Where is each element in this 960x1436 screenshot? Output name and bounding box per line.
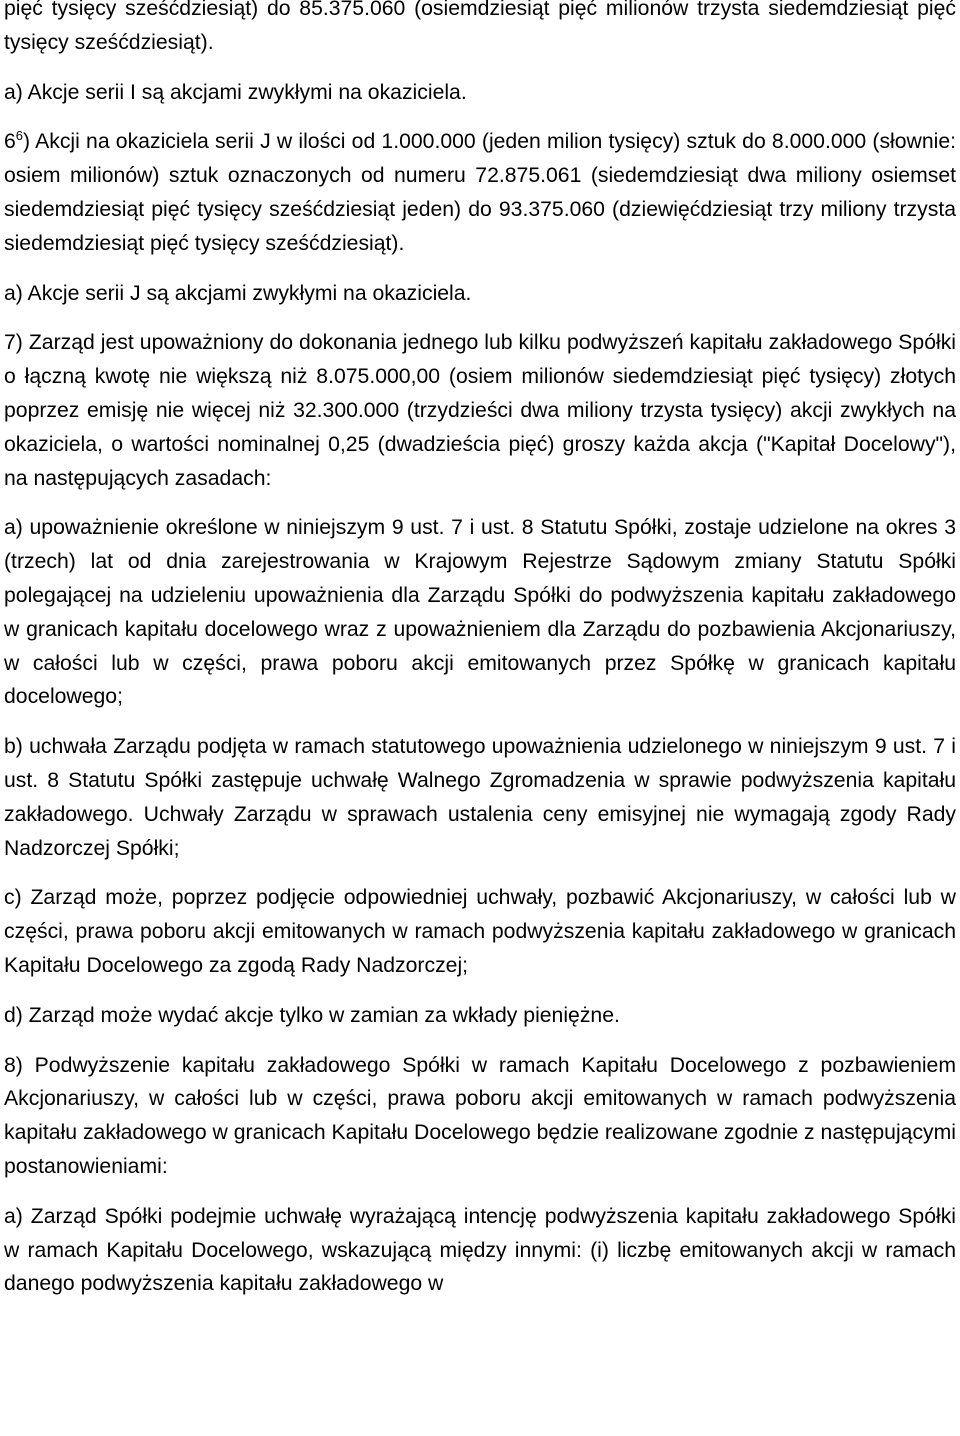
paragraph-item-d — [4, 999, 956, 1033]
paragraph-text: a) upoważnienie określone w niniejszym 9 ust. 7 i ust. 8 Statutu Spółki, zostaje udzielone na okres 3 (trzech) lat od dnia zarejestrowania w Krajowym Rejestrze Sądowym zmiany Statutu Spółki polegającej na udzieleniu upoważnienia dla Zarządu Spółki do podwyższenia kapitału zakładowego w granicach kapitału docelowego wraz z upoważnieniem dla Zarządu do pozbawienia Akcjonariuszy, w całości lub w części, prawa poboru akcji emitowanych przez Spółkę w granicach kapitału docelowego; — [4, 516, 956, 709]
paragraph-text: a) Zarząd Spółki podejmie uchwałę wyrażającą intencję podwyższenia kapitału zakładowego Spółki w ramach Kapitału Docelowego, wskazującą między innymi: (i) liczbę emitowanych akcji w ramach danego podwyższenia kapitału zakładowego w — [4, 1204, 956, 1296]
paragraph-text: 7) Zarząd jest upoważniony do dokonania jednego lub kilku podwyższeń kapitału zakładowego Spółki o łączną kwotę nie większą niż 8.075.000,00 (osiem milionów siedemdziesiąt pięć tysięcy) złotych poprzez emisję nie więcej niż 32.300.000 (trzydzieści dwa miliony trzysta tysięcy) akcji zwykłych na okaziciela, o wartości nominalnej 0,25 (dwadzieścia pięć) groszy każda akcja ("Kapitał Docelowy"), na następujących zasadach: — [4, 331, 956, 490]
paragraph-resolution — [4, 1200, 956, 1301]
paragraph-share-count-i — [4, 0, 956, 60]
item-number: 6 — [4, 130, 16, 154]
paragraph-authorized-capital — [4, 326, 956, 495]
paragraph-text: d) Zarząd może wydać akcje tylko w zamian za wkłady pieniężne. — [4, 1003, 620, 1027]
paragraph-text: c) Zarząd może, poprzez podjęcie odpowiedniej uchwały, pozbawić Akcjonariuszy, w całości lub w części, prawa poboru akcji emitowanych w ramach podwyższenia kapitału zakładowego w granicach Kapitału Docelowego za zgodą Rady Nadzorczej; — [4, 886, 956, 977]
paragraph-capital-increase — [4, 1049, 956, 1184]
paragraph-series-j-shares — [4, 125, 956, 260]
paragraph-series-i-shares — [4, 76, 956, 110]
paragraph-text: pięć tysięcy sześćdziesiąt) do 85.375.060 (osiemdziesiąt pięć milionów trzysta siedemdziesiąt pięć tysięcy sześćdziesiąt). — [4, 0, 956, 54]
footnote-marker: 6 — [15, 128, 24, 144]
paragraph-text: a) Akcje serii I są akcjami zwykłymi na okaziciela. — [4, 80, 467, 104]
document-page — [4, 0, 956, 1317]
paragraph-text: 8) Podwyższenie kapitału zakładowego Spółki w ramach Kapitału Docelowego z pozbawieniem Akcjonariuszy, w całości lub w części, prawa poboru akcji emitowanych w ramach podwyższenia kapitału zakładowego w granicach Kapitału Docelowego będzie realizowane zgodnie z następującymi postanowieniami: — [4, 1053, 956, 1178]
paragraph-item-b — [4, 730, 956, 865]
paragraph-item-a — [4, 511, 956, 714]
paragraph-series-j-type — [4, 277, 956, 311]
paragraph-text: b) uchwała Zarządu podjęta w ramach statutowego upoważnienia udzielonego w niniejszym 9 ust. 7 i ust. 8 Statutu Spółki zastępuje uchwałę Walnego Zgromadzenia w sprawie podwyższenia kapitału zakładowego. Uchwały Zarządu w sprawach ustalenia ceny emisyjnej nie wymagają zgody Rady Nadzorczej Spółki; — [4, 735, 956, 860]
paragraph-text: a) Akcje serii J są akcjami zwykłymi na okaziciela. — [4, 281, 472, 305]
paragraph-text: ) Akcji na okaziciela serii J w ilości od 1.000.000 (jeden milion tysięcy) sztuk do 8.000.000 (słownie: osiem milionów) sztuk oznaczonych od numeru 72.875.061 (siedemdziesiąt dwa miliony osiemset siedemdziesiąt pięć tysięcy sześćdziesiąt jeden) do 93.375.060 (dziewięćdziesiąt trzy miliony trzysta siedemdziesiąt pięć tysięcy sześćdziesiąt). — [4, 130, 956, 255]
paragraph-item-c — [4, 881, 956, 982]
